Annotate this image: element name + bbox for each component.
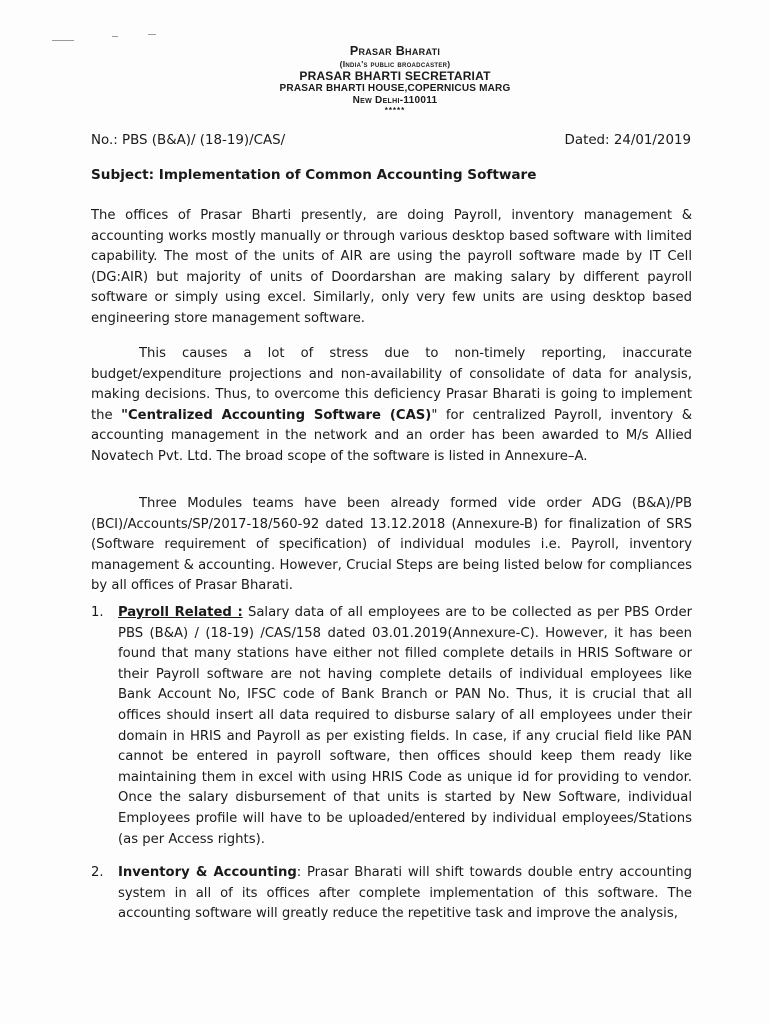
letterhead-city: New Delhi-110011 <box>352 94 438 106</box>
paragraph-modules: Three Modules teams have been already formed vide order ADG (B&A)/PB (BCI)/Accounts/SP/2017-18/560-92 dated 13.12.2018 (Annexure-B) for finalization of SRS (Software requirement of specification) of individual modules i.e. Payroll, inventory management & accounting. However, Crucial Steps are being listed below for compliances by all offices of Prasar Bharati. <box>91 496 692 594</box>
list-item-text: : Prasar Bharati will shift towards double entry accounting system in all of its offices after complete implementation of this software. The accounting software will greatly reduce the repetitive task and improve the analysis, <box>118 865 693 922</box>
list-item <box>91 863 692 925</box>
paragraph-intro: The offices of Prasar Bharti presently, are doing Payroll, inventory management & accounting works mostly manually or through various desktop based software with limited capability. The most of the units of AIR are using the payroll software made by IT Cell (DG:AIR) but majority of units of Doordarshan are making salary by different payroll software or simply using excel. Similarly, only very few units are using desktop based engineering store management software. <box>91 208 692 326</box>
paragraph-cas-text-start: This causes a lot of stress due to non-timely reporting, inaccurate budget/expenditure projections and non-availability of consolidate of data for analysis, making decisions. Thus, to overcome this deficiency Prasar Bharati is going to implement the <box>91 346 692 423</box>
scan-artifact <box>112 36 118 37</box>
letterhead-address: PRASAR BHARTI HOUSE,COPERNICUS MARG <box>279 82 511 94</box>
letterhead-subtitle: (India's public broadcaster) <box>339 58 451 69</box>
list-item-text: Salary data of all employees are to be collected as per PBS Order PBS (B&A) / (18-19) /CAS/158 dated 03.01.2019(Annexure-C). However, it has been found that many stations have either not filled complete details in HRIS Software or their Payroll software are not having complete details of individual employees like Bank Account No, IFSC code of Bank Branch or PAN No. Thus, it is crucial that all offices should insert all data required to disburse salary of all employees under their domain in HRIS and Payroll as per existing fields. In case, if any crucial field like PAN cannot be entered in payroll software, then offices should keep them ready like maintaining them in excel with using HRIS Code as unique id for providing to vendor. Once the salary disbursement of that units is started by New Software, individual Employees profile will have to be uploaded/entered by individual employees/Stations (as per Access rights). <box>118 605 692 847</box>
list-item-body <box>118 863 692 925</box>
list-item <box>91 603 692 850</box>
scan-artifact <box>148 34 156 35</box>
reference-number: No.: PBS (B&A)/ (18-19)/CAS/ <box>91 133 286 148</box>
letterhead <box>200 44 590 115</box>
list-item-number: 2. <box>91 865 104 880</box>
letterhead-org-name: Prasar Bharati <box>349 44 441 58</box>
scan-artifact <box>52 40 74 41</box>
letterhead-stars: ***** <box>384 105 406 115</box>
letterhead-secretariat: PRASAR BHARTI SECRETARIAT <box>299 68 491 83</box>
list-item-title: Payroll Related : <box>118 605 243 620</box>
paragraph-cas-bold: "Centralized Accounting Software (CAS) <box>121 407 432 423</box>
list-item-body <box>118 603 692 850</box>
paragraph-cas-text-end: " for centralized Payroll, inventory & accounting management in the network and an order has been awarded to M/s Allied Novatech Pvt. Ltd. The broad scope of the software is listed in Annexure–A. <box>91 407 692 464</box>
list-item-title: Inventory & Accounting <box>118 865 297 880</box>
subject-line: Subject: Implementation of Common Accounting Software <box>91 167 537 183</box>
reference-date: Dated: 24/01/2019 <box>564 133 691 148</box>
list-item-number: 1. <box>91 605 104 620</box>
paragraph-cas <box>91 344 692 468</box>
